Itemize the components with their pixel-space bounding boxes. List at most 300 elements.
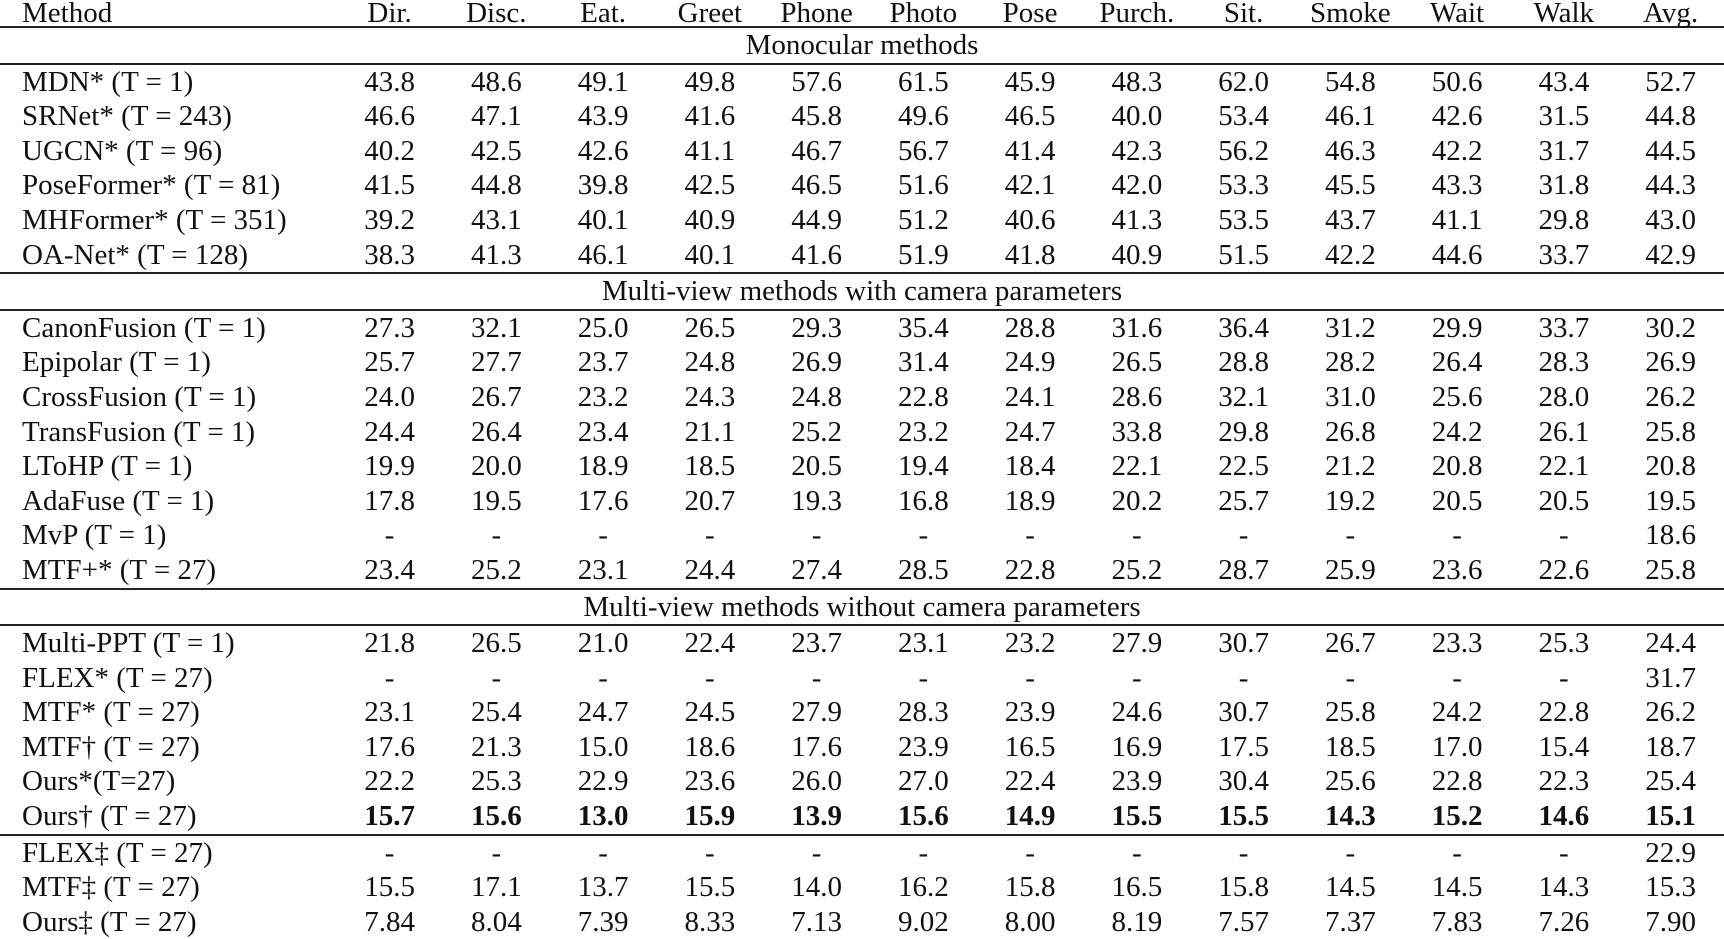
column-header-method: Method — [22, 0, 113, 29]
value-cell: 54.8 — [1324, 65, 1376, 98]
value-cell: 25.6 — [1324, 765, 1376, 798]
value-cell: 15.5 — [1218, 800, 1269, 833]
value-cell: 28.2 — [1324, 346, 1376, 379]
value-cell: - — [870, 835, 977, 871]
value-cell: 13.0 — [577, 800, 629, 833]
value-cell: 28.8 — [1218, 346, 1269, 379]
value-cell: 23.6 — [1431, 553, 1483, 586]
value-cell: 26.5 — [1111, 346, 1163, 379]
value-cell: 23.2 — [897, 415, 949, 448]
value-cell: 51.6 — [897, 169, 949, 202]
value-cell: 20.5 — [791, 450, 842, 483]
value-cell: 20.5 — [1431, 484, 1483, 517]
value-cell: 26.2 — [1645, 696, 1696, 729]
table-header — [0, 0, 1724, 27]
value-cell: 15.8 — [1004, 871, 1056, 904]
value-cell: 42.1 — [1004, 169, 1056, 202]
value-cell: 22.2 — [364, 765, 415, 798]
value-cell: 62.0 — [1218, 65, 1269, 98]
table-body — [0, 27, 1724, 939]
value-cell: 15.2 — [1431, 800, 1483, 833]
column-header: Wait — [1430, 0, 1485, 29]
value-cell: 15.5 — [684, 871, 736, 904]
method-cell: AdaFuse (T = 1) — [22, 484, 215, 517]
value-cell: 36.4 — [1218, 311, 1269, 344]
table-row — [0, 870, 1724, 905]
method-cell: MDN* (T = 1) — [22, 65, 194, 98]
value-cell: 14.9 — [1004, 800, 1056, 833]
column-header: Pose — [1002, 0, 1058, 29]
value-cell: 41.6 — [791, 238, 842, 271]
value-cell: 18.6 — [1645, 519, 1696, 552]
value-cell: 31.0 — [1324, 380, 1376, 413]
value-cell: 27.0 — [897, 765, 949, 798]
table-row — [0, 238, 1724, 274]
method-cell: CrossFusion (T = 1) — [22, 380, 257, 413]
value-cell: 23.9 — [1004, 696, 1056, 729]
value-cell: 42.0 — [1111, 169, 1163, 202]
method-cell: PoseFormer* (T = 81) — [22, 169, 281, 202]
column-header: Dir. — [367, 0, 412, 29]
value-cell: 43.8 — [364, 65, 415, 98]
value-cell: 14.5 — [1324, 871, 1376, 904]
value-cell: 24.5 — [684, 696, 736, 729]
value-cell: - — [1131, 519, 1142, 552]
table-row — [0, 730, 1724, 765]
value-cell: 23.9 — [897, 730, 949, 763]
value-cell: 43.3 — [1431, 169, 1483, 202]
value-cell: 20.2 — [1111, 484, 1163, 517]
value-cell: - — [1452, 519, 1462, 552]
value-cell: 27.9 — [791, 696, 842, 729]
value-cell: 30.7 — [1218, 627, 1269, 660]
value-cell: 40.6 — [1004, 203, 1056, 236]
value-cell: - — [1131, 661, 1142, 694]
value-cell: 42.9 — [1645, 238, 1696, 271]
column-header: Walk — [1533, 0, 1595, 29]
value-cell: 53.3 — [1218, 169, 1269, 202]
value-cell: 27.9 — [1111, 627, 1163, 660]
value-cell: 24.8 — [791, 380, 842, 413]
value-cell: 17.6 — [577, 484, 629, 517]
table-row — [0, 168, 1724, 203]
value-cell: 21.0 — [577, 627, 629, 660]
value-cell: 24.7 — [577, 696, 629, 729]
value-cell: 25.7 — [364, 346, 415, 379]
value-cell: 16.5 — [1004, 730, 1056, 763]
value-cell: - — [384, 519, 395, 552]
value-cell: 44.3 — [1645, 169, 1696, 202]
table-row — [0, 661, 1724, 696]
table-row — [0, 134, 1724, 169]
method-cell: FLEX‡ (T = 27) — [0, 835, 336, 871]
value-cell: 25.2 — [1111, 553, 1163, 586]
value-cell: 8.04 — [470, 905, 522, 938]
value-cell: - — [1345, 661, 1356, 694]
value-cell: 23.6 — [684, 765, 736, 798]
value-cell: 25.8 — [1324, 696, 1376, 729]
value-cell: 7.83 — [1431, 905, 1483, 938]
value-cell: - — [598, 661, 608, 694]
value-cell: 44.6 — [1431, 238, 1483, 271]
value-cell: 8.19 — [1111, 905, 1163, 938]
value-cell: - — [763, 835, 870, 871]
value-cell: - — [1558, 519, 1569, 552]
value-cell: 39.2 — [364, 203, 415, 236]
method-cell: Ours‡ (T = 27) — [22, 905, 197, 938]
column-header: Smoke — [1310, 0, 1391, 29]
value-cell: 15.3 — [1645, 871, 1696, 904]
value-cell: 16.5 — [1111, 871, 1163, 904]
table-row — [0, 345, 1724, 380]
value-cell: 31.2 — [1324, 311, 1376, 344]
table-row — [0, 695, 1724, 730]
value-cell: 25.2 — [791, 415, 842, 448]
value-cell: 19.9 — [364, 450, 415, 483]
method-cell: Multi-PPT (T = 1) — [22, 627, 235, 660]
method-cell: MvP (T = 1) — [22, 519, 167, 552]
value-cell: 23.2 — [1004, 627, 1056, 660]
value-cell: 20.8 — [1645, 450, 1696, 483]
table-row — [0, 835, 1724, 871]
value-cell: 40.1 — [684, 238, 736, 271]
value-cell: 41.3 — [1111, 203, 1163, 236]
value-cell: 44.5 — [1645, 134, 1696, 167]
table-row — [0, 99, 1724, 134]
value-cell: 49.8 — [684, 65, 736, 98]
value-cell: 24.7 — [1004, 415, 1056, 448]
value-cell: 14.5 — [1431, 871, 1483, 904]
value-cell: 46.6 — [364, 100, 415, 133]
value-cell: - — [1345, 519, 1356, 552]
value-cell: 23.4 — [577, 415, 629, 448]
value-cell: 42.6 — [1431, 100, 1483, 133]
value-cell: 42.2 — [1431, 134, 1483, 167]
value-cell: 13.9 — [791, 800, 842, 833]
value-cell: 24.2 — [1431, 696, 1483, 729]
value-cell: - — [598, 519, 608, 552]
value-cell: 33.8 — [1111, 415, 1163, 448]
value-cell: 22.8 — [1538, 696, 1590, 729]
value-cell: 15.5 — [1111, 800, 1163, 833]
value-cell: 56.2 — [1218, 134, 1269, 167]
value-cell: 26.4 — [470, 415, 522, 448]
value-cell: 7.26 — [1538, 905, 1590, 938]
method-cell: FLEX* (T = 27) — [22, 661, 213, 694]
value-cell: 48.6 — [470, 65, 522, 98]
table-row — [0, 799, 1724, 835]
method-cell: MTF‡ (T = 27) — [22, 871, 200, 904]
value-cell: - — [491, 661, 502, 694]
value-cell: 35.4 — [897, 311, 949, 344]
value-cell: 43.1 — [470, 203, 522, 236]
value-cell: 29.9 — [1431, 311, 1483, 344]
value-cell: 8.33 — [684, 905, 736, 938]
value-cell: 42.6 — [577, 134, 629, 167]
value-cell: 19.5 — [470, 484, 522, 517]
value-cell: - — [1404, 835, 1511, 871]
value-cell: 24.8 — [684, 346, 736, 379]
value-cell: 22.9 — [1617, 835, 1724, 871]
value-cell: - — [384, 661, 395, 694]
value-cell: 19.3 — [791, 484, 842, 517]
value-cell: 49.6 — [897, 100, 949, 133]
value-cell: 31.4 — [897, 346, 949, 379]
value-cell: - — [443, 835, 550, 871]
value-cell: 38.3 — [364, 238, 415, 271]
value-cell: 51.9 — [897, 238, 949, 271]
value-cell: 7.39 — [577, 905, 629, 938]
table-row — [0, 625, 1724, 661]
value-cell: 40.9 — [684, 203, 736, 236]
method-cell: UGCN* (T = 96) — [22, 134, 223, 167]
value-cell: 29.3 — [791, 311, 842, 344]
value-cell: 40.1 — [577, 203, 629, 236]
method-cell: CanonFusion (T = 1) — [22, 311, 266, 344]
method-cell: MTF* (T = 27) — [22, 696, 200, 729]
method-cell: Ours*(T=27) — [22, 765, 176, 798]
value-cell: 26.5 — [684, 311, 736, 344]
value-cell: 18.7 — [1645, 730, 1696, 763]
table-row — [0, 203, 1724, 238]
value-cell: 23.7 — [791, 627, 842, 660]
value-cell: 22.1 — [1538, 450, 1590, 483]
value-cell: 28.3 — [1538, 346, 1590, 379]
value-cell: 22.1 — [1111, 450, 1163, 483]
value-cell: 20.8 — [1431, 450, 1483, 483]
value-cell: 17.0 — [1431, 730, 1483, 763]
table-row — [0, 64, 1724, 100]
value-cell: 24.1 — [1004, 380, 1056, 413]
value-cell: 25.2 — [470, 553, 522, 586]
table-row — [0, 518, 1724, 553]
value-cell: 7.90 — [1645, 905, 1696, 938]
value-cell: 57.6 — [791, 65, 842, 98]
value-cell: 9.02 — [897, 905, 949, 938]
column-header: Purch. — [1099, 0, 1175, 29]
column-header: Greet — [677, 0, 743, 29]
value-cell: 25.3 — [470, 765, 522, 798]
value-cell: 24.4 — [684, 553, 736, 586]
value-cell: 8.00 — [1004, 905, 1056, 938]
value-cell: - — [811, 661, 822, 694]
method-cell: TransFusion (T = 1) — [22, 415, 256, 448]
method-cell: MTF† (T = 27) — [22, 730, 200, 763]
value-cell: 51.2 — [897, 203, 949, 236]
value-cell: 51.5 — [1218, 238, 1269, 271]
value-cell: 15.6 — [897, 800, 949, 833]
value-cell: 61.5 — [897, 65, 949, 98]
value-cell: 40.0 — [1111, 100, 1163, 133]
value-cell: 24.9 — [1004, 346, 1056, 379]
value-cell: 24.0 — [364, 380, 415, 413]
value-cell: 17.8 — [364, 484, 415, 517]
value-cell: - — [1510, 835, 1617, 871]
value-cell: 31.7 — [1538, 134, 1590, 167]
value-cell: 48.3 — [1111, 65, 1163, 98]
column-header: Eat. — [580, 0, 627, 29]
value-cell: 33.7 — [1538, 238, 1590, 271]
value-cell: 21.8 — [364, 627, 415, 660]
value-cell: - — [1558, 661, 1569, 694]
value-cell: 30.2 — [1645, 311, 1696, 344]
value-cell: - — [1297, 835, 1404, 871]
value-cell: 18.9 — [577, 450, 629, 483]
value-cell: 46.5 — [791, 169, 842, 202]
value-cell: 28.0 — [1538, 380, 1590, 413]
section-header-row — [0, 589, 1724, 626]
value-cell: 19.5 — [1645, 484, 1696, 517]
value-cell: 24.4 — [1645, 627, 1696, 660]
value-cell: - — [1190, 835, 1297, 871]
value-cell: 7.84 — [364, 905, 415, 938]
value-cell: 41.3 — [470, 238, 522, 271]
value-cell: 14.6 — [1538, 800, 1590, 833]
value-cell: 19.2 — [1324, 484, 1376, 517]
column-header: Disc. — [466, 0, 527, 29]
value-cell: 53.4 — [1218, 100, 1269, 133]
value-cell: 28.8 — [1004, 311, 1056, 344]
section-title: Multi-view methods without camera parameters — [0, 589, 1724, 626]
value-cell: 44.8 — [470, 169, 522, 202]
value-cell: 43.9 — [577, 100, 629, 133]
value-cell: 26.9 — [791, 346, 842, 379]
value-cell: 25.3 — [1538, 627, 1590, 660]
value-cell: 22.8 — [1431, 765, 1483, 798]
value-cell: 17.1 — [470, 871, 522, 904]
value-cell: 29.8 — [1218, 415, 1269, 448]
value-cell: 16.2 — [897, 871, 949, 904]
section-header-row — [0, 27, 1724, 64]
value-cell: 56.7 — [897, 134, 949, 167]
value-cell: 14.3 — [1538, 871, 1590, 904]
value-cell: 15.4 — [1538, 730, 1590, 763]
value-cell: 41.1 — [684, 134, 736, 167]
value-cell: 22.4 — [1004, 765, 1056, 798]
value-cell: 23.7 — [577, 346, 629, 379]
value-cell: 44.8 — [1645, 100, 1696, 133]
table-row — [0, 380, 1724, 415]
value-cell: 28.5 — [897, 553, 949, 586]
value-cell: 17.5 — [1218, 730, 1269, 763]
value-cell: 31.5 — [1538, 100, 1590, 133]
value-cell: 21.3 — [470, 730, 522, 763]
value-cell: 31.7 — [1645, 661, 1696, 694]
value-cell: 26.4 — [1431, 346, 1483, 379]
value-cell: - — [918, 519, 929, 552]
value-cell: 17.6 — [364, 730, 415, 763]
value-cell: 21.2 — [1324, 450, 1376, 483]
value-cell: 17.6 — [791, 730, 842, 763]
column-header: Photo — [889, 0, 958, 29]
value-cell: 25.9 — [1324, 553, 1376, 586]
value-cell: 31.6 — [1111, 311, 1163, 344]
value-cell: 46.5 — [1004, 100, 1056, 133]
value-cell: 41.5 — [364, 169, 415, 202]
value-cell: 43.7 — [1324, 203, 1376, 236]
method-cell: OA-Net* (T = 128) — [22, 238, 249, 271]
value-cell: 7.57 — [1218, 905, 1269, 938]
value-cell: 47.1 — [470, 100, 522, 133]
value-cell: 18.4 — [1004, 450, 1056, 483]
value-cell: 42.5 — [470, 134, 522, 167]
value-cell: 30.4 — [1218, 765, 1269, 798]
value-cell: - — [336, 835, 443, 871]
value-cell: 25.6 — [1431, 380, 1483, 413]
value-cell: 18.5 — [684, 450, 736, 483]
value-cell: 26.7 — [1324, 627, 1376, 660]
method-cell: Ours† (T = 27) — [22, 800, 197, 833]
value-cell: 41.1 — [1431, 203, 1483, 236]
value-cell: 46.3 — [1324, 134, 1376, 167]
value-cell: 20.7 — [684, 484, 736, 517]
value-cell: 15.8 — [1218, 871, 1269, 904]
section-title: Multi-view methods with camera parameters — [0, 273, 1724, 310]
value-cell: 41.6 — [684, 100, 736, 133]
value-cell: 24.4 — [364, 415, 415, 448]
value-cell: 15.0 — [577, 730, 629, 763]
value-cell: 45.8 — [791, 100, 842, 133]
value-cell: 33.7 — [1538, 311, 1590, 344]
value-cell: 22.8 — [1004, 553, 1056, 586]
value-cell: 32.1 — [1218, 380, 1269, 413]
value-cell: 24.3 — [684, 380, 736, 413]
table-row — [0, 553, 1724, 589]
value-cell: 49.1 — [577, 65, 629, 98]
value-cell: 23.4 — [364, 553, 415, 586]
value-cell: 42.2 — [1324, 238, 1376, 271]
value-cell: 22.3 — [1538, 765, 1590, 798]
value-cell: 18.9 — [1004, 484, 1056, 517]
value-cell: 22.9 — [577, 765, 629, 798]
value-cell: 45.5 — [1324, 169, 1376, 202]
value-cell: 16.8 — [897, 484, 949, 517]
value-cell: 40.2 — [364, 134, 415, 167]
value-cell: 26.8 — [1324, 415, 1376, 448]
value-cell: 41.8 — [1004, 238, 1056, 271]
value-cell: 52.7 — [1645, 65, 1696, 98]
value-cell: 22.4 — [684, 627, 736, 660]
value-cell: 50.6 — [1431, 65, 1483, 98]
value-cell: 13.7 — [577, 871, 629, 904]
method-cell: LToHP (T = 1) — [22, 450, 193, 483]
table-row — [0, 415, 1724, 450]
value-cell: 31.8 — [1538, 169, 1590, 202]
value-cell: 40.9 — [1111, 238, 1163, 271]
value-cell: 7.37 — [1324, 905, 1376, 938]
value-cell: 45.9 — [1004, 65, 1056, 98]
value-cell: 42.3 — [1111, 134, 1163, 167]
value-cell: 23.3 — [1431, 627, 1483, 660]
value-cell: 23.9 — [1111, 765, 1163, 798]
value-cell: 30.7 — [1218, 696, 1269, 729]
value-cell: 22.5 — [1218, 450, 1269, 483]
method-cell: SRNet* (T = 243) — [22, 100, 232, 133]
value-cell: 42.5 — [684, 169, 736, 202]
value-cell: - — [491, 519, 502, 552]
value-cell: 18.6 — [684, 730, 736, 763]
value-cell: 14.3 — [1324, 800, 1376, 833]
table-row — [0, 310, 1724, 346]
value-cell: 14.0 — [791, 871, 842, 904]
value-cell: - — [704, 661, 715, 694]
value-cell: 23.1 — [577, 553, 629, 586]
value-cell: - — [977, 835, 1084, 871]
value-cell: 28.7 — [1218, 553, 1269, 586]
value-cell: 20.5 — [1538, 484, 1590, 517]
value-cell: 15.9 — [684, 800, 736, 833]
table-row — [0, 905, 1724, 939]
